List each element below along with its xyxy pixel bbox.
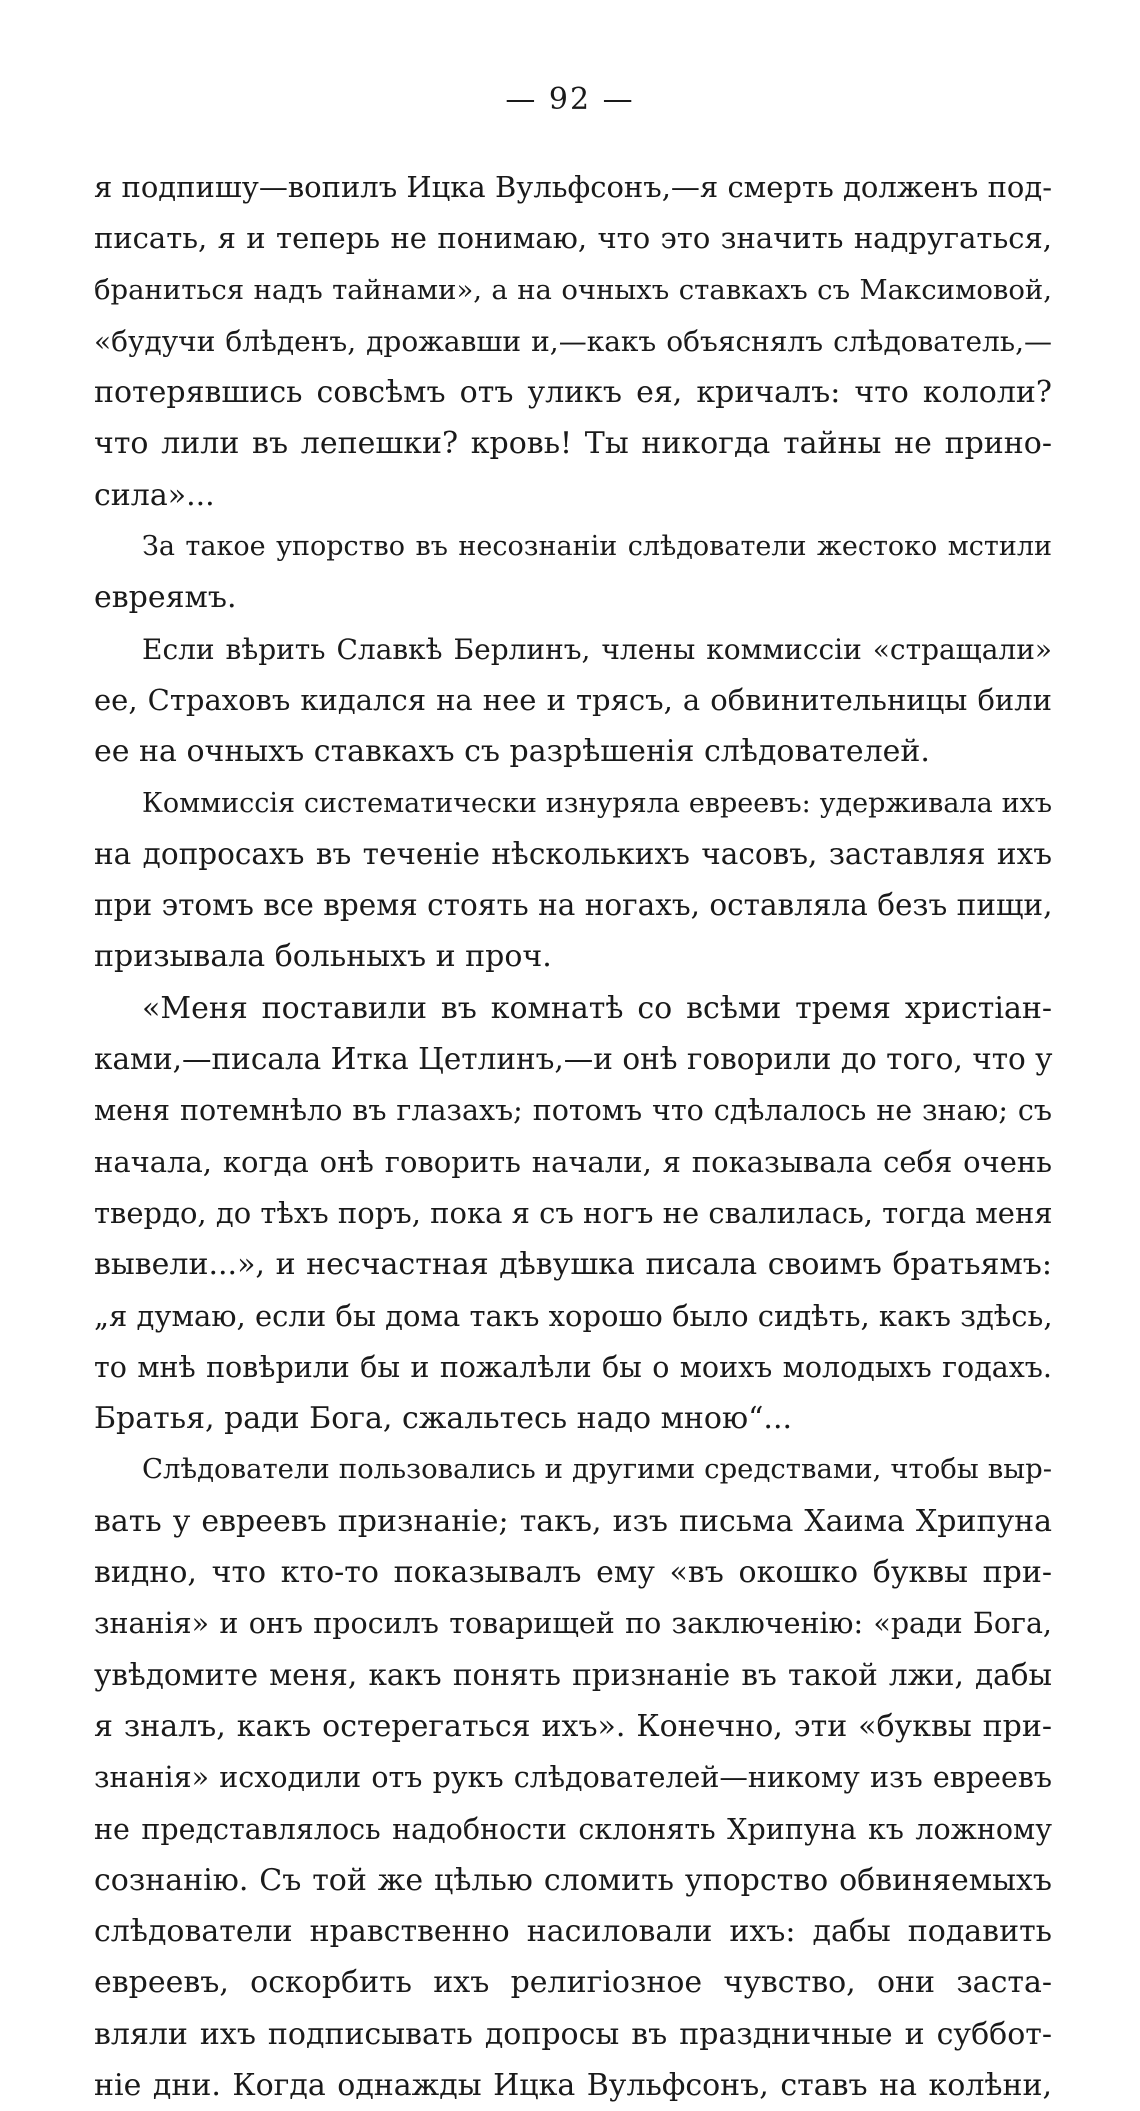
text-line: евреевъ, оскорбить ихъ религіозное чувство, они заста-	[94, 1965, 1052, 2001]
text-line: призывала больныхъ и проч.	[94, 939, 552, 975]
text-line: видно, что кто-то показывалъ ему «въ окошко буквы при-	[94, 1555, 1052, 1591]
text-line: на допросахъ въ теченіе нѣсколькихъ часовъ, заставляя ихъ	[94, 836, 1052, 871]
text-line: Слѣдователи пользовались и другими средствами, чтобы выр-	[142, 1453, 1052, 1486]
text-line: я зналъ, какъ остерегаться ихъ». Конечно, эти «буквы при-	[94, 1708, 1052, 1744]
text-line: потерявшись совсѣмъ отъ уликъ ея, кричалъ: что кололи?	[94, 375, 1052, 411]
text-line: браниться надъ тайнами», а на очныхъ ставкахъ съ Максимовой,	[94, 273, 1052, 306]
text-line: сила»...	[94, 477, 215, 513]
text-line: Братья, ради Бога, сжальтесь надо мною“...	[94, 1401, 793, 1437]
text-line: «Меня поставили въ комнатѣ со всѣми тремя христіан-	[142, 990, 1052, 1026]
text-line: не представлялось надобности склонять Хрипуна къ ложному	[94, 1812, 1052, 1846]
text-line: знанія» и онъ просилъ товарищей по заключенію: «ради Бога,	[94, 1607, 1052, 1641]
text-line: Коммиссія систематически изнуряла евреевъ: удерживала ихъ	[142, 787, 1052, 819]
text-line: начала, когда онѣ говорить начали, я показывала себя очень	[94, 1144, 1052, 1179]
text-line: вать у евреевъ признаніе; такъ, изъ письма Хаима Хрипуна	[94, 1503, 1052, 1539]
text-line: ее на очныхъ ставкахъ съ разрѣшенія слѣдователей.	[94, 734, 930, 770]
text-line: то мнѣ повѣрили бы и пожалѣли бы о моихъ молодыхъ годахъ.	[94, 1350, 1052, 1384]
text-line: увѣдомите меня, какъ понять признаніе въ такой лжи, дабы	[94, 1657, 1052, 1692]
text-line: „я думаю, если бы дома такъ хорошо было сидѣть, какъ здѣсь,	[94, 1298, 1053, 1333]
text-line: знанія» исходили отъ рукъ слѣдователей—никому изъ евреевъ	[94, 1761, 1052, 1795]
text-line: твердо, до тѣхъ поръ, пока я съ ногъ не свалилась, тогда меня	[94, 1195, 1053, 1230]
text-line: я подпишу—вопилъ Ицка Вульфсонъ,—я смерть долженъ под-	[94, 170, 1053, 204]
text-line: меня потемнѣло въ глазахъ; потомъ что сдѣлалось не знаю; съ	[94, 1094, 1052, 1128]
text-line: слѣдователи нравственно насиловали ихъ: дабы подавить	[94, 1914, 1052, 1950]
text-line: вывели...», и несчастная дѣвушка писала своимъ братьямъ:	[94, 1247, 1052, 1283]
text-line: Если вѣрить Славкѣ Берлинъ, члены коммиссіи «стращали»	[142, 632, 1052, 666]
text-line: ее, Страховъ кидался на нее и трясъ, а обвинительницы били	[94, 682, 1052, 717]
page-number: — 92 —	[505, 82, 635, 117]
text-line: сознанію. Съ той же цѣлью сломить упорство обвиняемыхъ	[94, 1862, 1052, 1898]
text-line: евреямъ.	[94, 580, 237, 616]
text-line: писать, я и теперь не понимаю, что это значить надругаться,	[94, 221, 1052, 256]
text-line: ками,—писала Итка Цетлинъ,—и онѣ говорили до того, что у	[94, 1042, 1053, 1077]
text-line: вляли ихъ подписывать допросы въ праздничные и суббот-	[94, 2016, 1052, 2052]
text-line: ніе дни. Когда однажды Ицка Вульфсонъ, ставъ на колѣни,	[94, 2067, 1052, 2103]
text-line: «будучи блѣденъ, дрожавши и,—какъ объяснялъ слѣдователь,—	[94, 324, 1052, 358]
text-line: что лили въ лепешки? кровь! Ты никогда тайны не прино-	[94, 426, 1052, 462]
body-text	[94, 162, 1052, 2111]
text-line: при этомъ все время стоять на ногахъ, оставляла безъ пищи,	[94, 888, 1053, 923]
text-line: За такое упорство въ несознаніи слѣдователи жестоко мстили	[142, 531, 1052, 563]
